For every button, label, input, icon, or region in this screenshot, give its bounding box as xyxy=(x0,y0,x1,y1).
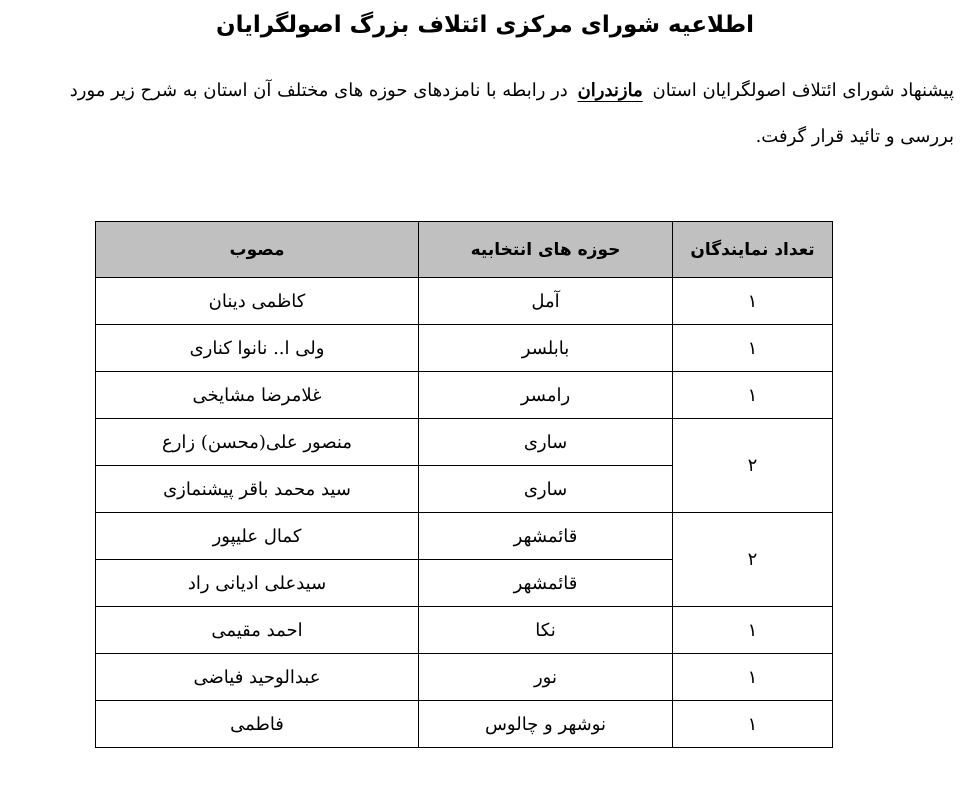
approved-candidate-cell: عبدالوحید فیاضی xyxy=(96,654,419,701)
candidates-table xyxy=(95,221,833,748)
table-row xyxy=(96,419,833,466)
header-electoral-district: حوزه های انتخابیه xyxy=(419,222,673,278)
representative-count-cell: ۱ xyxy=(673,654,833,701)
table-row xyxy=(96,278,833,325)
district-cell: قائمشهر xyxy=(419,513,673,560)
district-cell: ساری xyxy=(419,419,673,466)
approved-candidate-cell: منصور علی(محسن) زارع xyxy=(96,419,419,466)
district-cell: نکا xyxy=(419,607,673,654)
table-header-row xyxy=(96,222,833,278)
approved-candidate-cell: احمد مقیمی xyxy=(96,607,419,654)
table-row xyxy=(96,372,833,419)
representative-count-cell: ۱ xyxy=(673,607,833,654)
document-title: اطلاعیه شورای مرکزی ائتلاف بزرگ اصولگرایان xyxy=(215,12,755,38)
approved-candidate-cell: ولی ا.. نانوا کناری xyxy=(96,325,419,372)
intro-paragraph xyxy=(12,68,954,160)
header-approved-candidate: مصوب xyxy=(96,222,419,278)
intro-text-before: پیشنهاد شورای ائتلاف اصولگرایان استان xyxy=(652,80,954,101)
approved-candidate-cell: غلامرضا مشایخی xyxy=(96,372,419,419)
approved-candidate-cell: کمال علیپور xyxy=(96,513,419,560)
table-row xyxy=(96,654,833,701)
intro-text-after: در رابطه با نامزدهای حوزه های مختلف آن استان به شرح زیر مورد بررسی و تائید قرار گرفت. xyxy=(69,80,954,147)
district-cell: نور xyxy=(419,654,673,701)
table-row xyxy=(96,607,833,654)
district-cell: نوشهر و چالوس xyxy=(419,701,673,748)
table-row xyxy=(96,325,833,372)
representative-count-cell: ۱ xyxy=(673,701,833,748)
district-cell: قائمشهر xyxy=(419,560,673,607)
table-body xyxy=(96,278,833,748)
representative-count-cell: ۲ xyxy=(673,513,833,607)
table-row xyxy=(96,701,833,748)
approved-candidate-cell: سیدعلی ادیانی راد xyxy=(96,560,419,607)
province-name: مازندران xyxy=(577,80,643,101)
district-cell: ساری xyxy=(419,466,673,513)
representative-count-cell: ۱ xyxy=(673,278,833,325)
table-row xyxy=(96,513,833,560)
approved-candidate-cell: کاظمی دینان xyxy=(96,278,419,325)
district-cell: آمل xyxy=(419,278,673,325)
header-representative-count: تعداد نمایندگان xyxy=(673,222,833,278)
approved-candidate-cell: فاطمی xyxy=(96,701,419,748)
representative-count-cell: ۲ xyxy=(673,419,833,513)
district-cell: رامسر xyxy=(419,372,673,419)
representative-count-cell: ۱ xyxy=(673,372,833,419)
approved-candidate-cell: سید محمد باقر پیشنمازی xyxy=(96,466,419,513)
district-cell: بابلسر xyxy=(419,325,673,372)
representative-count-cell: ۱ xyxy=(673,325,833,372)
